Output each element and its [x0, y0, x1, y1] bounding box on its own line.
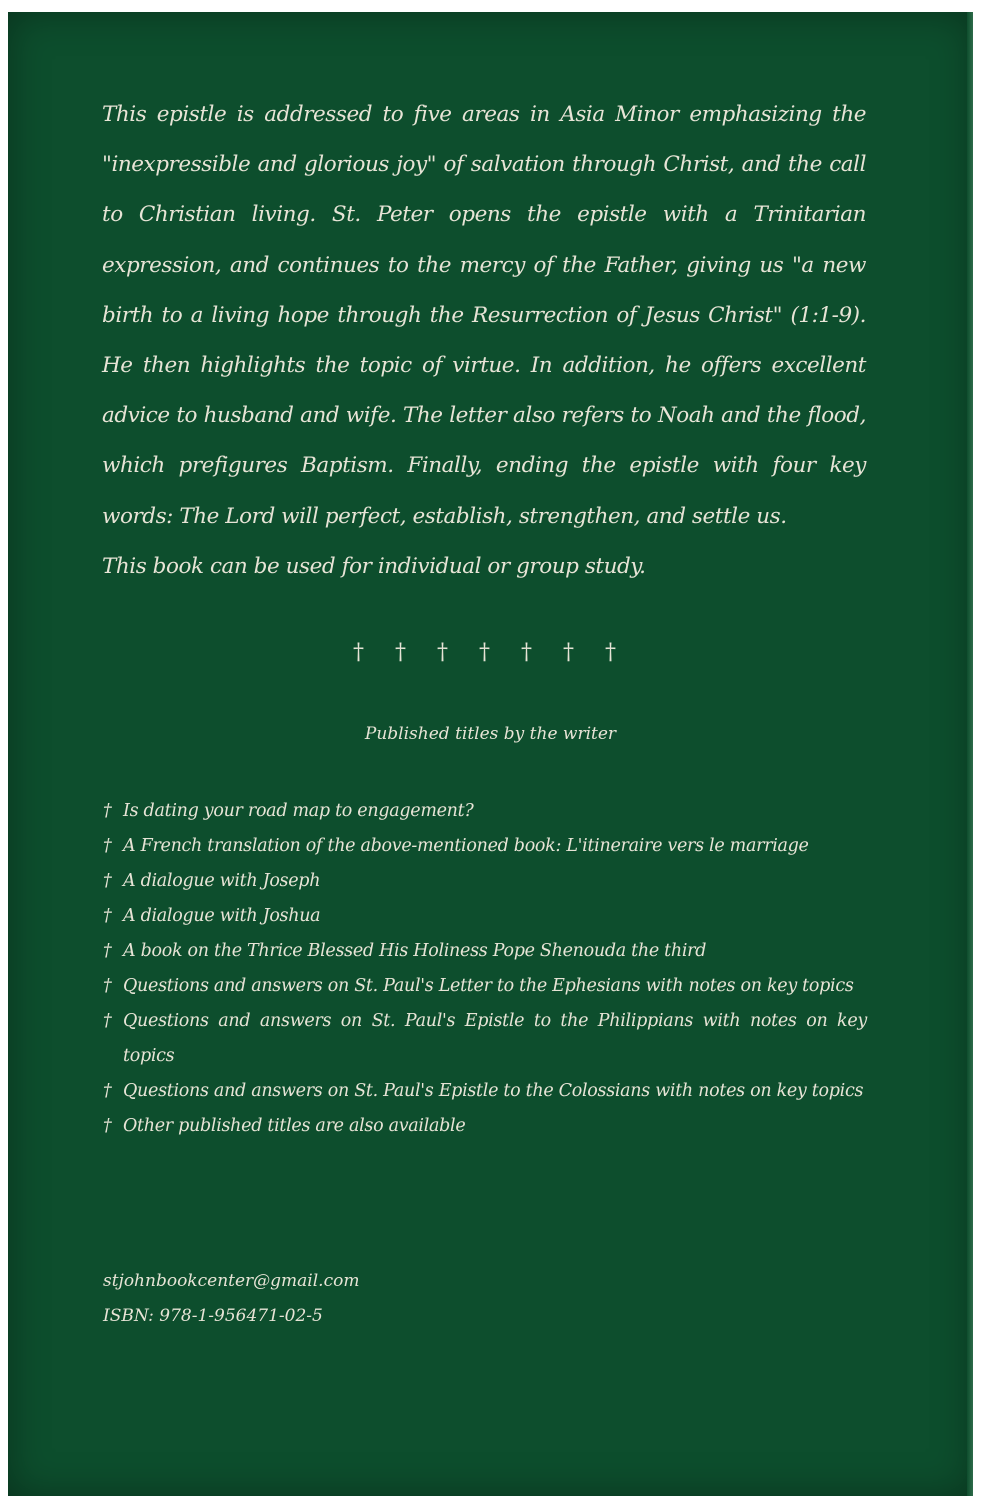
- dagger-icon: †: [103, 801, 112, 821]
- list-item: [103, 1004, 867, 1074]
- dagger-icon: †: [103, 871, 112, 891]
- list-item: [103, 829, 867, 864]
- title-text: Questions and answers on St. Paul's Epistle to the Colossians with notes on key topics: [123, 1081, 864, 1101]
- dagger-icon: †: [103, 1116, 112, 1136]
- list-item: [103, 1074, 867, 1109]
- dagger-icon: †: [103, 941, 112, 961]
- title-text: Questions and answers on St. Paul's Letter to the Ephesians with notes on key topics: [123, 976, 854, 996]
- blurb-paragraph: This epistle is addressed to five areas in Asia Minor emphasizing the "inexpressible and glorious joy" of salvation through Christ, and the call to Christian living. St. Peter opens the epistle with a Trinitarian expression, and continues to the mercy of the Father, giving us "a new birth to a living hope through the Resurrection of Jesus Christ" (1:1-9). He then highlights the topic of virtue. In addition, he offers excellent advice to husband and wife. The letter also refers to Noah and the flood, which prefigures Baptism. Finally, ending the epistle with four key words: The Lord will perfect, establish, strengthen, and settle us.: [102, 102, 866, 529]
- published-titles-heading: Published titles by the writer: [364, 724, 617, 744]
- title-text: A dialogue with Joshua: [123, 906, 321, 926]
- blurb-study-note: This book can be used for individual or group study.: [102, 553, 646, 579]
- dagger-icon: †: [103, 1011, 112, 1031]
- cross-separator: † † † † † † †: [353, 640, 628, 665]
- dagger-icon: †: [103, 836, 112, 856]
- list-item: [103, 934, 867, 969]
- list-item: [103, 969, 867, 1004]
- list-item: [103, 1109, 867, 1144]
- dagger-icon: †: [103, 976, 112, 996]
- dagger-icon: †: [103, 906, 112, 926]
- list-item: [103, 794, 867, 829]
- title-text: A book on the Thrice Blessed His Holiness Pope Shenouda the third: [123, 941, 707, 961]
- book-back-cover: [8, 12, 973, 1496]
- list-item: [103, 864, 867, 899]
- isbn-number: ISBN: 978-1-956471-02-5: [103, 1306, 323, 1326]
- title-text: Is dating your road map to engagement?: [123, 801, 474, 821]
- title-text: A French translation of the above-mentioned book: L'itineraire vers le marriage: [123, 836, 809, 856]
- dagger-icon: †: [103, 1081, 112, 1101]
- title-text: A dialogue with Joseph: [123, 871, 321, 891]
- contact-info: [103, 1264, 359, 1334]
- title-text: Other published titles are also available: [123, 1116, 466, 1136]
- email-address: stjohnbookcenter@gmail.com: [103, 1271, 360, 1291]
- blurb: [102, 90, 866, 592]
- published-titles-list: [103, 794, 867, 1144]
- title-text: Questions and answers on St. Paul's Epistle to the Philippians with notes on key topics: [123, 1011, 867, 1066]
- list-item: [103, 899, 867, 934]
